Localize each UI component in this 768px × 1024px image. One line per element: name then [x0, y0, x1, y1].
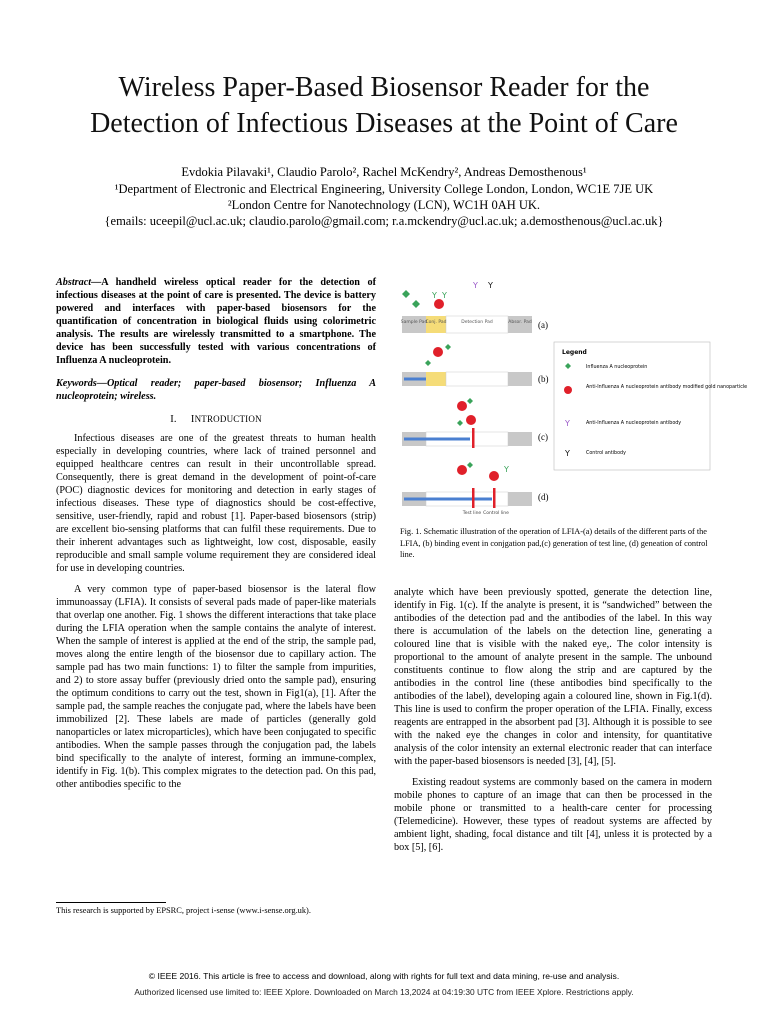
gold-nanoparticle	[434, 299, 444, 309]
strip-label-detection: Detection Pad	[461, 320, 493, 325]
legend-control-icon: Y	[565, 449, 570, 458]
strip-label-absorbent: Absor. Pad	[508, 320, 532, 325]
footnote: This research is supported by EPSRC, project i-sense (www.i-sense.org.uk).	[56, 906, 311, 915]
author-block	[30, 164, 738, 229]
antibody-marker: Y	[432, 291, 437, 300]
affiliation-2: ²London Centre for Nanotechnology (LCN), WC1H 0AH UK.	[227, 198, 541, 212]
section-number: I.	[170, 414, 177, 425]
affiliation-1: ¹Department of Electronic and Electrical Engineering, University College London, London, WC1E 7JE UK	[114, 182, 654, 196]
keywords-text: Optical reader; paper-based biosensor; Influenza A nucleoprotein; wireless.	[56, 378, 376, 402]
body-paragraph: analyte which have been previously spotted, generate the detection line, identify in Fig. 1(c). If the analyte is present, it is “sandwiched” between the antibodies of the detection pad and the antibodies of the label. In this way there is accumulation of the labels on the detection line, generating a coloured line that is visible with the naked eye,. The color intensity is proportional to the amount of analyte present in the sample. The unbound constituents continue to flow along the strip and are captured by the antibodies in the control line (these antibodies bind specifically to the antibodies of the label), developing again a coloured line, shown in Fig.1(d). This line is used to confirm the proper operation of the LFIA. Finally, excess reagents are entrapped in the absorbent pad [3]. Although it is possible to see with the naked eye the changes in color and intensity, for quantitative analysis of the color intensity an external electronic reader that can interface with the paper-based biosensors is needed [3], [4], [5].	[394, 587, 712, 767]
absorbent-pad	[508, 432, 532, 446]
panel-d	[402, 462, 549, 516]
analyte-marker	[445, 344, 451, 350]
body-paragraph: Existing readout systems are commonly based on the camera in modern mobile phones to capture of an image that can then be processed in the mobile phone or transmitted to a health-care center for processing (Telemedicine). However, these types of readout systems are affected by ambient light, shading, focal distance and tilt [4], unless it is protected by a box [5], [6].	[394, 777, 712, 853]
test-line	[472, 488, 475, 508]
copyright-notice: © IEEE 2016. This article is free to access and download, along with rights for full text and data mining, re-use and analysis.	[148, 971, 620, 981]
title-line-2: Detection of Infectious Diseases at the Point of Care	[90, 108, 678, 139]
panel-label-d: (d)	[538, 492, 549, 502]
antibody-marker: Y	[473, 281, 478, 290]
abstract	[56, 276, 376, 367]
legend-item-line: Anti-Influenza A nucleoprotein antibody modified gold nanoparticle	[586, 385, 748, 390]
gold-nanoparticle	[466, 415, 476, 425]
antibody-marker: Y	[442, 291, 447, 300]
footnote-rule	[56, 902, 166, 903]
absorbent-pad	[508, 372, 532, 386]
strip-label-sample: Sample Pad	[400, 320, 428, 325]
gold-nanoparticle	[433, 347, 443, 357]
conj-pad	[426, 372, 446, 386]
legend-item	[586, 384, 747, 390]
legend	[554, 342, 747, 470]
panel-label-b: (b)	[538, 374, 549, 384]
gold-nanoparticle	[457, 401, 467, 411]
gold-nanoparticle	[489, 471, 499, 481]
antibody-marker: Y	[504, 465, 509, 474]
detection-pad	[446, 372, 508, 386]
section-title-first: I	[190, 414, 195, 425]
right-column	[394, 586, 712, 862]
panel-label-a: (a)	[538, 320, 548, 330]
analyte-marker	[402, 290, 410, 298]
legend-box	[554, 342, 710, 470]
strip-label-conj: Conj. Pad	[425, 320, 447, 325]
author-names: Evdokia Pilavaki¹, Claudio Parolo², Rachel McKendry², Andreas Demosthenous¹	[181, 165, 587, 179]
test-line-label: Test line	[462, 511, 482, 516]
keywords-label: Keywords—	[56, 378, 107, 389]
legend-title: Legend	[562, 349, 587, 356]
legend-gnp-icon	[564, 386, 572, 394]
abstract-label: Abstract—	[56, 277, 102, 288]
control-line	[493, 488, 496, 508]
analyte-marker	[425, 360, 431, 366]
figure-caption: Fig. 1. Schematic illustration of the operation of LFIA-(a) details of the different parts of the LFIA, (b) binding event in conjgation pad,(c) generation of test line, (d) geneation of control line.	[400, 527, 708, 559]
absorbent-pad	[508, 492, 532, 506]
license-notice: Authorized licensed use limited to: IEEE Xplore. Downloaded on March 13,2024 at 04:19:30 UTC from IEEE Xplore. Restrictions apply.	[134, 987, 634, 997]
panel-c	[402, 398, 548, 448]
analyte-marker	[467, 398, 473, 404]
author-emails: {emails: uceepil@ucl.ac.uk; claudio.parolo@gmail.com; r.a.mckendry@ucl.ac.uk; a.demosthenous@ucl.ac.uk}	[104, 214, 664, 228]
control-line-label: Control line	[483, 511, 509, 516]
panel-a	[401, 281, 548, 333]
legend-item: Control antibody	[586, 451, 626, 456]
abstract-text: A handheld wireless optical reader for the detection of infectious diseases at the point of care is presented. The device is battery powered and interfaces with paper-based biosensors for the quantification of concentration in biological fluids using colorimetric analysis. The results are wirelessly transmitted to a smartphone. The device has been successfully tested with various concentrations of Influenza A nucleoprotein.	[56, 277, 376, 366]
section-heading	[56, 413, 376, 426]
keywords	[56, 377, 376, 403]
body-paragraph: Infectious diseases are one of the greatest threats to human health especially in developing countries, where lack of trained personnel and equipped healthcare centres can result in their uncontrollable spread. Consequently, there is great demand in the development of point-of-care (POC) diagnostic devices for monitoring and detection in early stages of infectious diseases. These type of diagnostics should be cost-effective, sensitive, user-friendly, rapid and robust [1]. Paper-based biosensors (strip) are excellent bio-sensing platforms that can fulfil these requirements. Due to their inherent advantages such as lightweight, low cost, disposable, easily reproducible and small sample volume requirement they are considered ideal for use in developing countries.	[56, 433, 376, 574]
analyte-marker	[457, 420, 463, 426]
paper-title	[30, 70, 738, 142]
section-title-rest: NTRODUCTION	[194, 414, 262, 424]
gold-nanoparticle	[457, 465, 467, 475]
analyte-marker	[412, 300, 420, 308]
panel-b	[402, 344, 549, 386]
panel-label-c: (c)	[538, 432, 548, 442]
body-paragraph: A very common type of paper-based biosensor is the lateral flow immunoassay (LFIA). It consists of several pads made of paper-like materials that overlap one another. Fig. 1 shows the different interactions that take place during the LFIA operation when the sample contains the analyte of interest. When the sample of interest is applied at the end of the strip, the sample pad, moves along the entire length of the biosensor due to capillary action. The sample pad has two main functions: 1) to filter the sample from impurities, and 2) to store assay buffer (previously dried onto the sample pad), ensuring the optimum conditions to carry out the test, shown in Fig1(a), [1]. After the sample pad, the sample reaches the conjugate pad, where the labels have been immobilized [2]. These labels are made of particles (generally gold nanoparticles or latex microparticles), which have been conjugated to specific antibodies. When the sample passes through the conjugation pad, the labels bind specifically to the analyte of interest, forming an immune-complex, identify in Fig. 1(b). This complex migrates to the detection pad. On this pad, other antibodies specific to the	[56, 584, 376, 790]
test-line	[472, 428, 475, 448]
analyte-marker	[467, 462, 473, 468]
left-column	[56, 276, 376, 799]
legend-antibody-icon: Y	[565, 419, 570, 428]
legend-item: Influenza A nucleoprotein	[586, 365, 648, 370]
legend-item: Anti-Influenza A nucleoprotein antibody	[586, 421, 682, 426]
control-antibody-marker: Y	[488, 281, 493, 290]
title-line-1: Wireless Paper-Based Biosensor Reader for the	[118, 72, 650, 103]
figure-1	[396, 280, 748, 520]
